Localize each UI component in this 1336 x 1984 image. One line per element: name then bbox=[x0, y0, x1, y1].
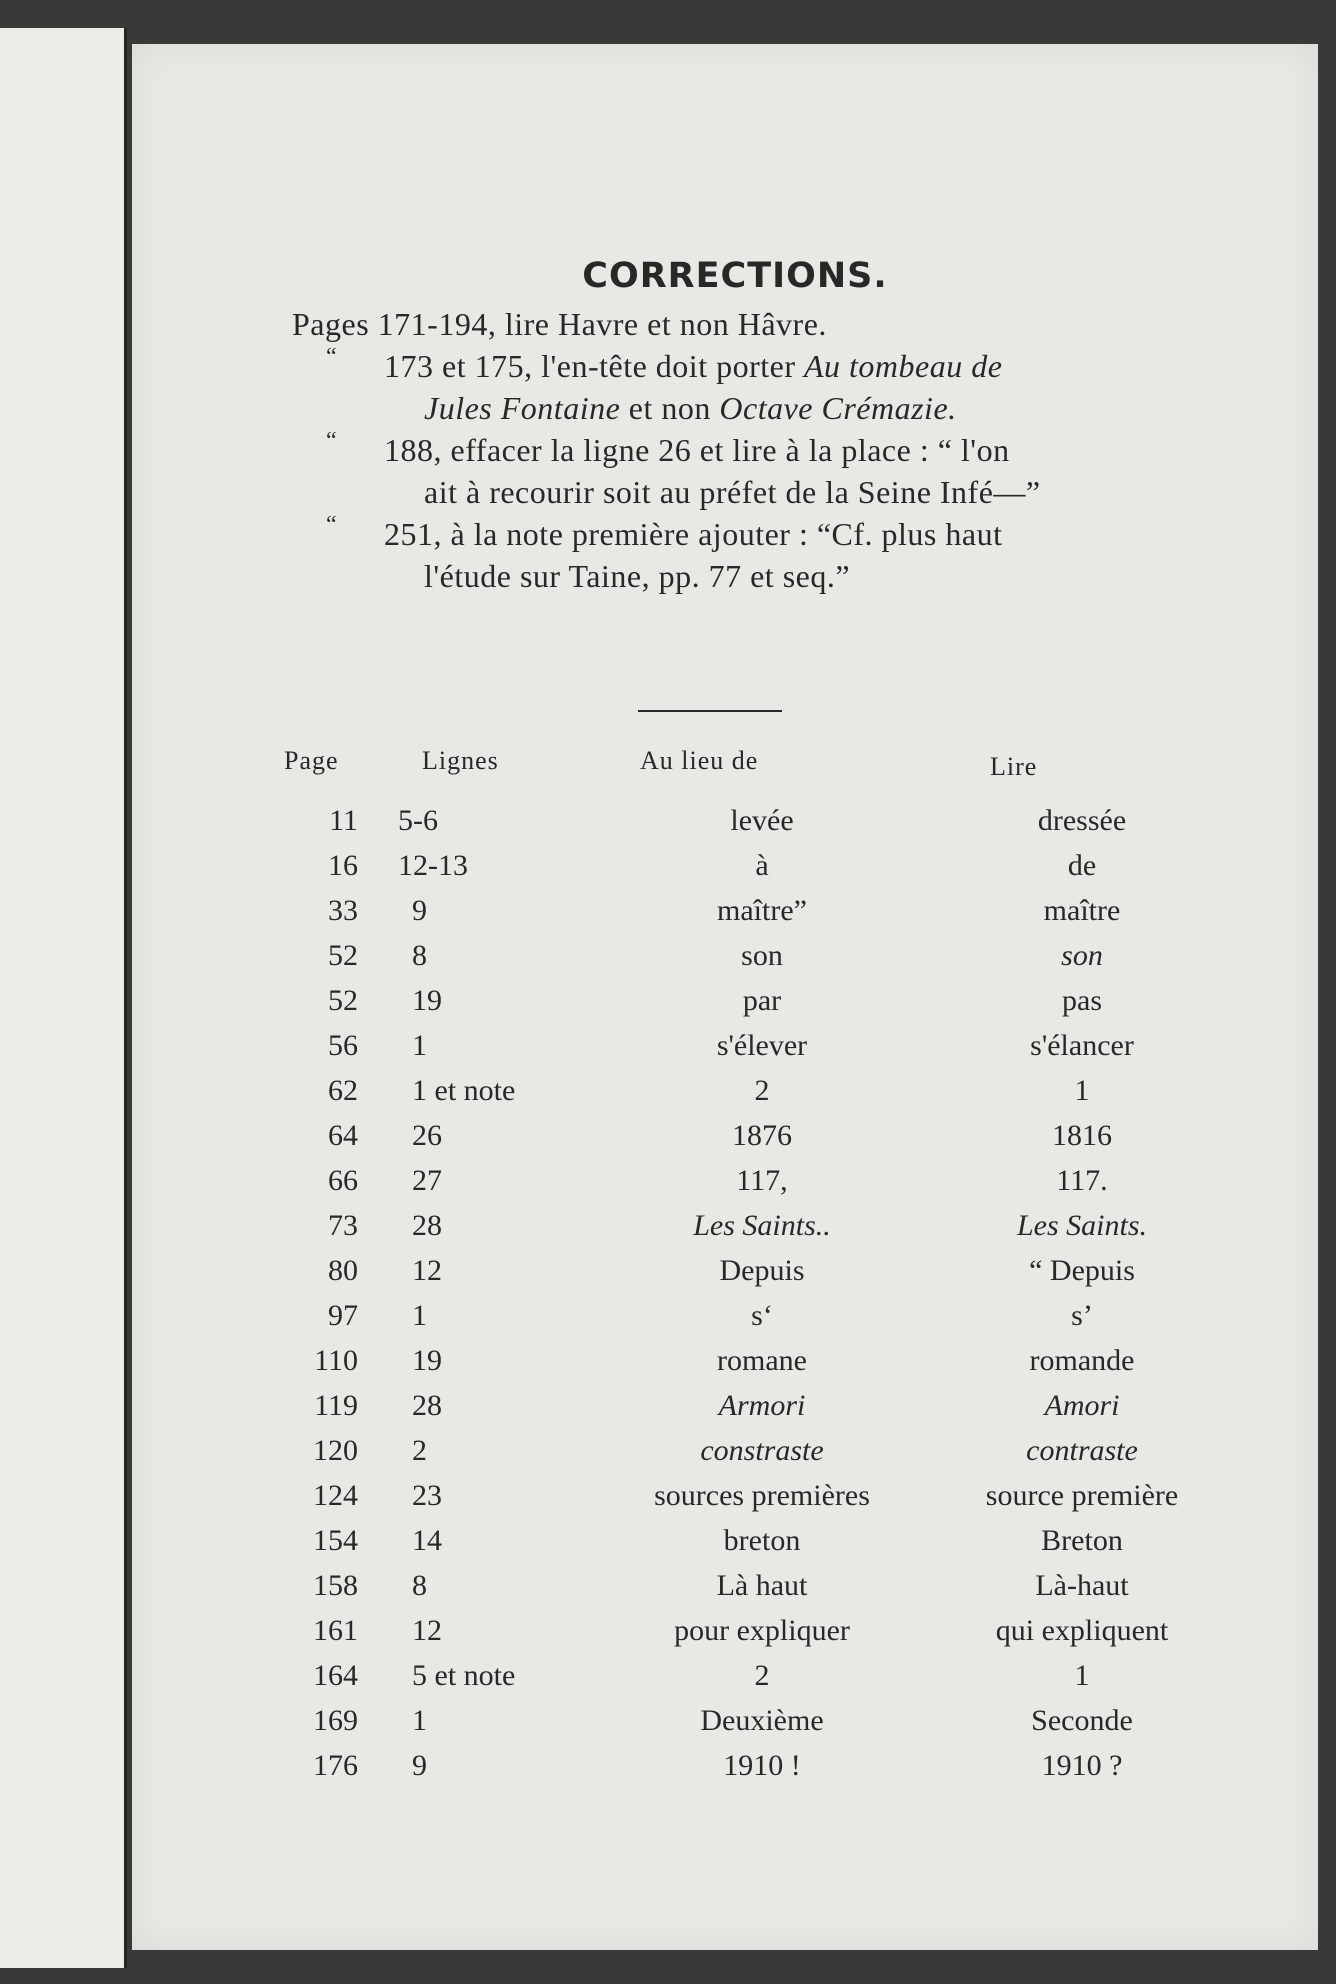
cell-page: 161 bbox=[313, 1614, 358, 1647]
cell-page: 158 bbox=[313, 1569, 358, 1602]
table-row bbox=[132, 1029, 1318, 1073]
cell-lignes: 26 bbox=[412, 1119, 442, 1152]
table-row bbox=[132, 1569, 1318, 1613]
page-title: CORRECTIONS. bbox=[582, 256, 888, 296]
divider-rule bbox=[638, 710, 782, 712]
table-row bbox=[132, 849, 1318, 893]
cell-lire: maître bbox=[1043, 894, 1121, 927]
cell-lignes: 28 bbox=[412, 1389, 442, 1422]
cell-lire: dressée bbox=[1037, 804, 1127, 837]
correction-note-line: Jules Fontaine et non Octave Crémazie. bbox=[424, 390, 957, 426]
corrections-page bbox=[132, 44, 1318, 1950]
cell-au-lieu-de: constraste bbox=[700, 1434, 824, 1467]
cell-page: 176 bbox=[313, 1749, 358, 1782]
cell-lignes: 19 bbox=[412, 1344, 442, 1377]
cell-lignes: 1 bbox=[412, 1704, 427, 1737]
cell-au-lieu-de: s'élever bbox=[716, 1029, 808, 1062]
cell-page: 52 bbox=[328, 939, 358, 972]
table-row bbox=[132, 894, 1318, 938]
cell-lignes: 1 bbox=[412, 1029, 427, 1062]
correction-note-line: 251, à la note première ajouter : “Cf. plus haut bbox=[384, 516, 1003, 552]
cell-lignes: 28 bbox=[412, 1209, 442, 1242]
cell-lire: s’ bbox=[1071, 1299, 1093, 1332]
table-row bbox=[132, 1434, 1318, 1478]
table-row bbox=[132, 1389, 1318, 1433]
cell-au-lieu-de: romane bbox=[717, 1344, 807, 1377]
cell-lire: Amori bbox=[1044, 1389, 1120, 1422]
cell-au-lieu-de: maître” bbox=[717, 894, 807, 927]
cell-lire: Les Saints. bbox=[1016, 1209, 1148, 1242]
table-row bbox=[132, 1614, 1318, 1658]
cell-lire: son bbox=[1061, 939, 1103, 972]
cell-page: 154 bbox=[313, 1524, 358, 1557]
correction-note-line: 188, effacer la ligne 26 et lire à la place : “ l'on bbox=[384, 432, 1010, 468]
cell-page: 110 bbox=[314, 1344, 358, 1377]
cell-lire: 1816 bbox=[1052, 1119, 1112, 1152]
cell-au-lieu-de: levée bbox=[730, 804, 794, 837]
cell-page: 169 bbox=[313, 1704, 358, 1737]
cell-lignes: 19 bbox=[412, 984, 442, 1017]
cell-lire: 117. bbox=[1056, 1164, 1108, 1197]
cell-page: 73 bbox=[328, 1209, 358, 1242]
table-row bbox=[132, 1659, 1318, 1703]
cell-lignes: 1 et note bbox=[412, 1074, 516, 1107]
table-row bbox=[132, 1074, 1318, 1118]
cell-page: 33 bbox=[328, 894, 358, 927]
header-au-lieu-de: Au lieu de bbox=[640, 746, 759, 775]
cell-au-lieu-de: breton bbox=[723, 1524, 801, 1557]
correction-note-line: 173 et 175, l'en-tête doit porter Au tombeau de bbox=[384, 348, 1003, 384]
table-row bbox=[132, 939, 1318, 983]
cell-page: 56 bbox=[328, 1029, 358, 1062]
cell-au-lieu-de: son bbox=[741, 939, 783, 972]
cell-lignes: 23 bbox=[412, 1479, 442, 1512]
cell-page: 164 bbox=[313, 1659, 358, 1692]
cell-page: 120 bbox=[313, 1434, 358, 1467]
ditto-mark: “ bbox=[326, 428, 337, 454]
cell-page: 16 bbox=[328, 849, 358, 882]
cell-lire: 1910 ? bbox=[1041, 1749, 1123, 1782]
correction-note-line: ait à recourir soit au préfet de la Seine Infé—” bbox=[424, 474, 1041, 510]
table-row bbox=[132, 804, 1318, 848]
cell-au-lieu-de: pour expliquer bbox=[674, 1614, 850, 1647]
cell-lire: 1 bbox=[1074, 1659, 1090, 1692]
table-row bbox=[132, 1254, 1318, 1298]
cell-au-lieu-de: 2 bbox=[754, 1074, 770, 1107]
cell-au-lieu-de: Deuxième bbox=[700, 1704, 824, 1737]
header-page: Page bbox=[284, 746, 339, 775]
cell-au-lieu-de: 2 bbox=[754, 1659, 770, 1692]
cell-lire: pas bbox=[1062, 984, 1102, 1017]
cell-au-lieu-de: 117, bbox=[736, 1164, 788, 1197]
table-row bbox=[132, 1164, 1318, 1208]
cell-page: 11 bbox=[329, 804, 358, 837]
cell-lire: s'élancer bbox=[1030, 1029, 1134, 1062]
cell-au-lieu-de: Armori bbox=[718, 1389, 806, 1422]
table-row bbox=[132, 984, 1318, 1028]
cell-page: 97 bbox=[328, 1299, 358, 1332]
cell-page: 64 bbox=[328, 1119, 358, 1152]
ditto-mark: “ bbox=[326, 344, 337, 370]
cell-lire: contraste bbox=[1026, 1434, 1138, 1467]
cell-lire: Seconde bbox=[1031, 1704, 1133, 1737]
cell-lignes: 9 bbox=[412, 1749, 427, 1782]
cell-lire: Là-haut bbox=[1035, 1569, 1129, 1602]
cell-au-lieu-de: à bbox=[755, 849, 769, 882]
cell-lignes: 14 bbox=[412, 1524, 442, 1557]
cell-au-lieu-de: Depuis bbox=[719, 1254, 805, 1287]
left-facing-page-edge bbox=[0, 28, 127, 1968]
table-row bbox=[132, 1524, 1318, 1568]
cell-page: 80 bbox=[328, 1254, 358, 1287]
cell-lignes: 8 bbox=[412, 1569, 427, 1602]
cell-page: 62 bbox=[328, 1074, 358, 1107]
cell-lignes: 1 bbox=[412, 1299, 427, 1332]
cell-lire: qui expliquent bbox=[995, 1614, 1169, 1647]
cell-au-lieu-de: s‘ bbox=[751, 1299, 773, 1332]
header-lire: Lire bbox=[990, 752, 1038, 781]
table-row bbox=[132, 1704, 1318, 1748]
cell-au-lieu-de: par bbox=[742, 984, 782, 1017]
correction-note-line: l'étude sur Taine, pp. 77 et seq.” bbox=[424, 558, 851, 594]
cell-lignes: 12-13 bbox=[398, 849, 468, 882]
cell-lignes: 12 bbox=[412, 1254, 442, 1287]
cell-lire: romande bbox=[1029, 1344, 1135, 1377]
cell-au-lieu-de: sources premières bbox=[654, 1479, 870, 1512]
cell-lignes: 5-6 bbox=[398, 804, 438, 837]
cell-page: 124 bbox=[313, 1479, 358, 1512]
cell-page: 66 bbox=[328, 1164, 358, 1197]
cell-lignes: 27 bbox=[412, 1164, 442, 1197]
table-row bbox=[132, 1344, 1318, 1388]
cell-lire: de bbox=[1067, 849, 1097, 882]
table-row bbox=[132, 1749, 1318, 1793]
cell-lignes: 9 bbox=[412, 894, 427, 927]
cell-au-lieu-de: Là haut bbox=[716, 1569, 808, 1602]
table-row bbox=[132, 1299, 1318, 1343]
cell-lignes: 5 et note bbox=[412, 1659, 516, 1692]
table-row bbox=[132, 1119, 1318, 1163]
cell-page: 52 bbox=[328, 984, 358, 1017]
cell-au-lieu-de: Les Saints.. bbox=[693, 1209, 831, 1242]
table-row bbox=[132, 1209, 1318, 1253]
cell-lignes: 8 bbox=[412, 939, 427, 972]
cell-lire: source première bbox=[985, 1479, 1179, 1512]
cell-au-lieu-de: 1910 ! bbox=[723, 1749, 801, 1782]
cell-lire: “ Depuis bbox=[1029, 1254, 1135, 1287]
correction-note-line: Pages 171-194, lire Havre et non Hâvre. bbox=[292, 306, 827, 342]
cell-lignes: 12 bbox=[412, 1614, 442, 1647]
cell-lire: 1 bbox=[1074, 1074, 1090, 1107]
cell-lignes: 2 bbox=[412, 1434, 427, 1467]
table-row bbox=[132, 1479, 1318, 1523]
ditto-mark: “ bbox=[326, 512, 337, 538]
cell-au-lieu-de: 1876 bbox=[732, 1119, 792, 1152]
cell-lire: Breton bbox=[1041, 1524, 1123, 1557]
cell-page: 119 bbox=[314, 1389, 358, 1422]
header-lignes: Lignes bbox=[422, 746, 499, 775]
